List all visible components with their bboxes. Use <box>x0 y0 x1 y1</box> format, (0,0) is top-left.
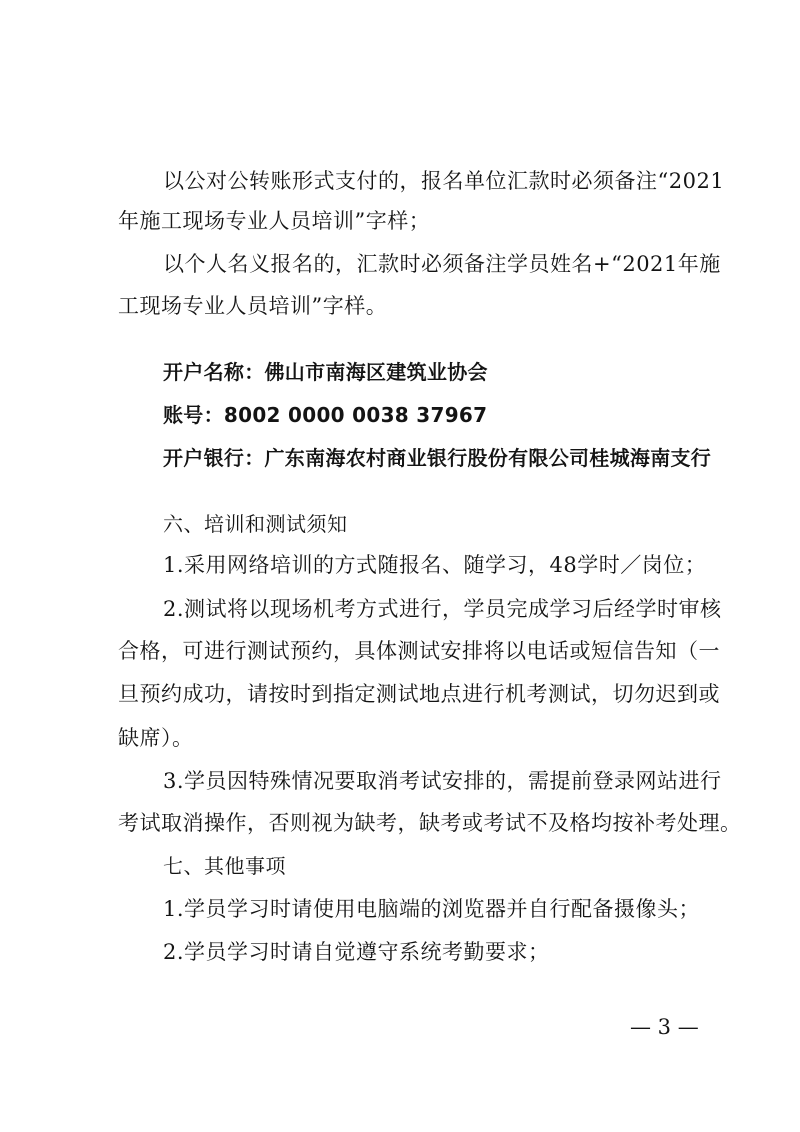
section-6-item-3-line-2: 考试取消操作，否则视为缺考，缺考或考试不及格均按补考处理。 <box>118 811 742 835</box>
bank-account-number: 账号：8002 0000 0038 37967 <box>163 403 488 427</box>
section-6-item-1: 1.采用网络培训的方式随报名、随学习，48学时／岗位； <box>163 553 707 577</box>
payment-note-individual-line-2: 工现场专业人员培训”字样。 <box>118 294 388 318</box>
page-number: — 3 — <box>630 1015 699 1039</box>
payment-note-company-line-1: 以公对公转账形式支付的，报名单位汇款时必须备注“2021 <box>163 169 725 193</box>
section-6-item-3-line-1: 3.学员因特殊情况要取消考试安排的，需提前登录网站进行 <box>163 769 722 793</box>
section-7-item-1: 1.学员学习时请使用电脑端的浏览器并自行配备摄像头； <box>163 897 701 921</box>
section-6-item-2-line-2: 合格，可进行测试预约，具体测试安排将以电话或短信告知（一 <box>118 639 720 663</box>
payment-note-company-line-2: 年施工现场专业人员培训”字样； <box>118 209 431 233</box>
section-6-item-2-line-4: 缺席）。 <box>118 726 194 750</box>
payment-note-individual-line-1: 以个人名义报名的，汇款时必须备注学员姓名+“2021年施 <box>163 252 721 276</box>
section-6-item-2-line-1: 2.测试将以现场机考方式进行，学员完成学习后经学时审核 <box>163 597 722 621</box>
section-7-title: 七、其他事项 <box>163 854 286 878</box>
section-6-item-2-line-3: 旦预约成功，请按时到指定测试地点进行机考测试，切勿迟到或 <box>118 682 720 706</box>
bank-name: 开户银行：广东南海农村商业银行股份有限公司桂城海南支行 <box>163 446 712 470</box>
section-7-item-2: 2.学员学习时请自觉遵守系统考勤要求； <box>163 940 550 964</box>
section-6-title: 六、培训和测试须知 <box>163 512 348 536</box>
bank-account-name: 开户名称：佛山市南海区建筑业协会 <box>163 360 488 384</box>
